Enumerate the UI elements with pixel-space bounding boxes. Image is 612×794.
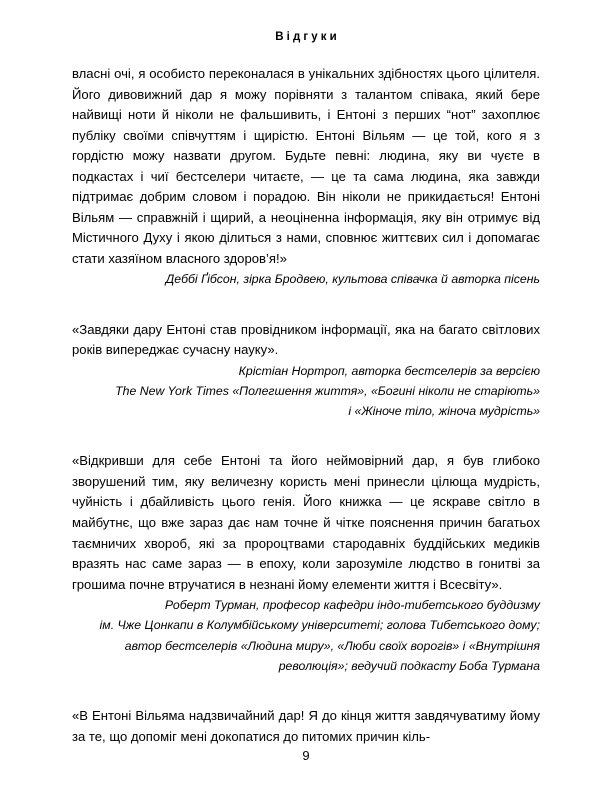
running-head: Відгуки (275, 31, 340, 43)
spacer (72, 421, 540, 451)
testimonial-attribution-line: і «Жіноче тіло, жіноча мудрість» (348, 404, 540, 419)
testimonial-attribution-line: революція»; ведучий подкасту Боба Турмана (278, 658, 540, 673)
testimonial-attribution-line: Крістіан Нортроп, авторка бестселерів за версією (238, 363, 540, 378)
spacer (72, 676, 540, 706)
text-column (72, 64, 540, 747)
testimonial-attribution-line: автор бестселерів «Людина миру», «Люби своїх ворогів» і «Внутрішня (124, 638, 540, 653)
testimonial-quote: «В Ентоні Вільяма надзвичайний дар! Я до кінця життя завдячуватиму йому за те, що допоміг мені докопатися до питомих причин кіль- (72, 708, 540, 744)
testimonial-quote: «Завдяки дару Ентоні став провідником інформації, яка на багато світлових років випереджає сучасну науку». (72, 321, 540, 358)
testimonial-attribution-line: Роберт Турман, професор кафедри індо-тибетського буддизму (164, 598, 540, 613)
testimonial-quote: власні очі, я особисто переконалася в унікальних здібностях цього цілителя. Його дивовижний дар я можу порівняти з талантом співака, який бере найвищі ноти й ніколи не фальшивить, і Ентоні з перших “нот” захоплює публіку своїми співчуттям і щирістю. Ентоні Вільям — це той, кого я з гордістю можу назвати другом. Будьте певні: людина, яку ви чуєте в подкастах і чиї бестселери читаєте, — це та сама людина, яка завжди підтримає добрим словом і порадою. Він ніколи не прикидається! Ентоні Вільям — справжній і щирий, а неоціненна інформація, яку він отримує від Містичного Духу і якою ділиться з нами, сповнює життєвих сил і допомагає стати хазяїном власного здоров’я!» (72, 66, 540, 266)
spacer (72, 290, 540, 320)
testimonial-attribution-line: Деббі Ґібсон, зірка Бродвею, культова співачка й авторка пісень (165, 272, 540, 287)
testimonial-attribution-line: ім. Чже Цонкапи в Колумбійському університеті; голова Тибетського дому; (99, 618, 540, 633)
page-number: 9 (302, 748, 310, 763)
testimonial-quote: «Відкривши для себе Ентоні та його неймовірний дар, я був глибоко зворушений тим, яку величезну користь мені принесли цілюща мудрість, чуйність і дбайливість цього генія. Його книжка — це яскраве світло в майбутнє, що вже зараз дає нам точне й чітке пояснення причин багатьох таємничих хвороб, які за пророцтвами стародавніх буддійських медиків вразять нас саме зараз — в епоху, коли зарозуміле людство в гонитві за грошима почне втручатися в незнані йому елементи життя і Всесвіту». (72, 453, 540, 592)
testimonial-attribution-line: The New York Times «Полегшення життя», «Богині ніколи не старіють» (115, 383, 540, 398)
